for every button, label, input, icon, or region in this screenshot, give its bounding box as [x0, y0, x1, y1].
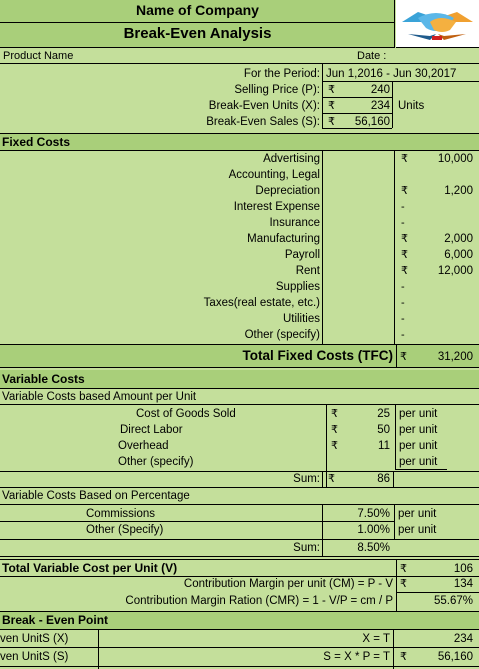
per-unit-underline	[395, 469, 447, 470]
fixed-item-currency: -	[401, 297, 405, 309]
fixed-item-currency: ₹	[401, 249, 408, 261]
pct-item-unit: per unit	[398, 508, 437, 520]
fixed-item-value[interactable]: 2,000	[444, 233, 473, 245]
break-even-sales-currency: ₹	[328, 116, 335, 128]
company-name: Name of Company	[136, 2, 259, 18]
fixed-item-label: Depreciation	[255, 185, 320, 197]
header-divider	[0, 22, 395, 23]
breakeven-row-formula: S = X * P = T	[323, 651, 390, 663]
fixed-item-label: Payroll	[284, 249, 320, 261]
per-unit-item-label: Other (specify)	[118, 456, 194, 468]
period-label: For the Period:	[243, 68, 320, 80]
per-unit-heading: Variable Costs based Amount per Unit	[2, 391, 197, 403]
tvc-label: Total Variable Cost per Unit (V)	[2, 561, 178, 575]
tvc-currency: ₹	[400, 563, 407, 575]
fixed-item-label: Accounting, Legal	[228, 169, 320, 181]
fixed-item-value[interactable]: 6,000	[444, 249, 473, 261]
info-bottom-line2	[322, 113, 392, 114]
break-even-units-value[interactable]: 234	[370, 100, 390, 112]
total-fixed-costs-label: Total Fixed Costs (TFC)	[242, 348, 393, 363]
pct-sum-band	[0, 539, 479, 557]
fixed-item-label: Interest Expense	[233, 201, 320, 213]
breakeven-row-label: ven UnitS (S)	[0, 651, 69, 663]
break-even-sales-value[interactable]: 56,160	[354, 116, 390, 128]
sum-currency: ₹	[328, 473, 335, 485]
per-unit-col-line-2	[395, 405, 396, 469]
pct-col-line-2	[394, 505, 395, 539]
product-name-label: Product Name	[3, 50, 74, 62]
cm-currency: ₹	[400, 578, 407, 590]
break-even-units-currency: ₹	[328, 100, 335, 112]
sum-value[interactable]: 86	[377, 473, 390, 485]
sum-label: Sum:	[293, 473, 320, 485]
pct-sum-label: Sum:	[293, 542, 320, 554]
fixed-item-currency: -	[401, 201, 405, 213]
per-unit-item-value[interactable]: 25	[377, 408, 390, 420]
fixed-item-label: Insurance	[269, 217, 320, 229]
selling-price-label: Selling Price (P):	[234, 84, 320, 96]
fixed-item-currency: -	[401, 329, 405, 341]
selling-price-value[interactable]: 240	[370, 84, 390, 96]
fixed-item-currency: ₹	[401, 185, 408, 197]
breakeven-row-value[interactable]: 56,160	[437, 651, 473, 663]
per-unit-item-currency: ₹	[331, 424, 338, 436]
info-value-divider	[392, 82, 393, 128]
tvc-value[interactable]: 106	[453, 563, 473, 575]
total-fixed-costs-value[interactable]: 31,200	[437, 351, 473, 363]
fixed-costs-header-band	[0, 133, 479, 151]
info-bottom-line	[322, 97, 392, 98]
tvc-divider	[396, 559, 397, 611]
fixed-item-currency: -	[401, 217, 405, 229]
date-label: Date :	[357, 50, 387, 62]
pct-row-line	[0, 521, 394, 522]
per-unit-item-label: Direct Labor	[120, 424, 183, 436]
per-unit-item-value[interactable]: 11	[378, 440, 390, 452]
fixed-item-label: Manufacturing	[247, 233, 320, 245]
per-unit-item-currency: ₹	[331, 408, 338, 420]
per-unit-item-currency: ₹	[331, 440, 338, 452]
fixed-item-value[interactable]: 1,200	[444, 185, 473, 197]
fixed-col-line-1	[322, 151, 323, 344]
breakeven-row-currency: ₹	[400, 651, 407, 663]
cm-label: Contribution Margin per unit (CM) = P - V	[183, 578, 393, 590]
fixed-item-value[interactable]: 12,000	[437, 265, 473, 277]
break-even-units-unit: Units	[398, 100, 425, 112]
variable-costs-heading: Variable Costs	[2, 372, 85, 386]
fixed-item-label: Utilities	[282, 313, 320, 325]
per-unit-item-label: Cost of Goods Sold	[136, 408, 236, 420]
per-unit-item-unit: per unit	[399, 408, 438, 420]
pct-item-unit: per unit	[398, 524, 437, 536]
fixed-item-currency: ₹	[401, 233, 408, 245]
fixed-item-value[interactable]: 10,000	[437, 153, 473, 165]
pct-item-label: Commissions	[86, 508, 156, 520]
pct-item-value[interactable]: 7.50%	[357, 508, 390, 520]
sum-divider-2	[393, 471, 394, 488]
sum-row-band	[0, 471, 479, 488]
selling-price-currency: ₹	[328, 84, 335, 96]
fixed-item-label: Supplies	[275, 281, 320, 293]
total-fixed-costs-currency: ₹	[400, 351, 407, 363]
break-even-sales-label: Break-Even Sales (S):	[206, 116, 320, 128]
per-unit-item-unit: per unit	[399, 424, 438, 436]
cmr-label: Contribution Margin Ration (CMR) = 1 - V/P = cm / P	[125, 595, 393, 607]
fixed-item-label: Advertising	[263, 153, 320, 165]
break-even-units-label: Break-Even Units (X):	[208, 100, 320, 112]
period-value[interactable]: Jun 1,2016 - Jun 30,2017	[326, 68, 457, 80]
fixed-item-currency: ₹	[401, 153, 408, 165]
fixed-col-line-2	[394, 151, 395, 344]
handshake-icon	[396, 0, 479, 48]
fixed-item-currency: ₹	[401, 265, 408, 277]
fixed-item-currency: -	[401, 281, 405, 293]
total-fixed-divider	[396, 344, 397, 368]
cmr-value[interactable]: 55.67%	[433, 595, 473, 607]
breakeven-row-label: ven UnitS (X)	[0, 633, 69, 645]
pct-item-label: Other (Specify)	[86, 524, 164, 536]
fixed-costs-heading: Fixed Costs	[2, 135, 71, 149]
per-unit-item-label: Overhead	[118, 440, 169, 452]
period-divider	[322, 64, 323, 128]
fixed-item-label: Other (specify)	[244, 329, 320, 341]
fixed-item-label: Rent	[295, 265, 320, 277]
info-bottom-line3	[322, 128, 392, 129]
per-unit-item-unit: per unit	[399, 440, 438, 452]
breakeven-heading: Break - Even Point	[2, 613, 109, 627]
per-unit-item-value[interactable]: 50	[377, 424, 390, 436]
per-unit-item-unit: per unit	[399, 456, 438, 468]
pct-sum-value[interactable]: 8.50%	[357, 542, 390, 554]
pct-item-value[interactable]: 1.00%	[357, 524, 390, 536]
page-title: Break-Even Analysis	[123, 25, 272, 42]
fixed-item-currency: -	[401, 313, 405, 325]
sum-divider	[322, 471, 323, 488]
breakeven-row-value[interactable]: 234	[453, 633, 473, 645]
fixed-item-label: Taxes(real estate, etc.)	[203, 297, 320, 309]
cm-value[interactable]: 134	[453, 578, 473, 590]
pct-heading: Variable Costs Based on Percentage	[2, 490, 190, 502]
breakeven-row-formula: X = T	[362, 633, 390, 645]
